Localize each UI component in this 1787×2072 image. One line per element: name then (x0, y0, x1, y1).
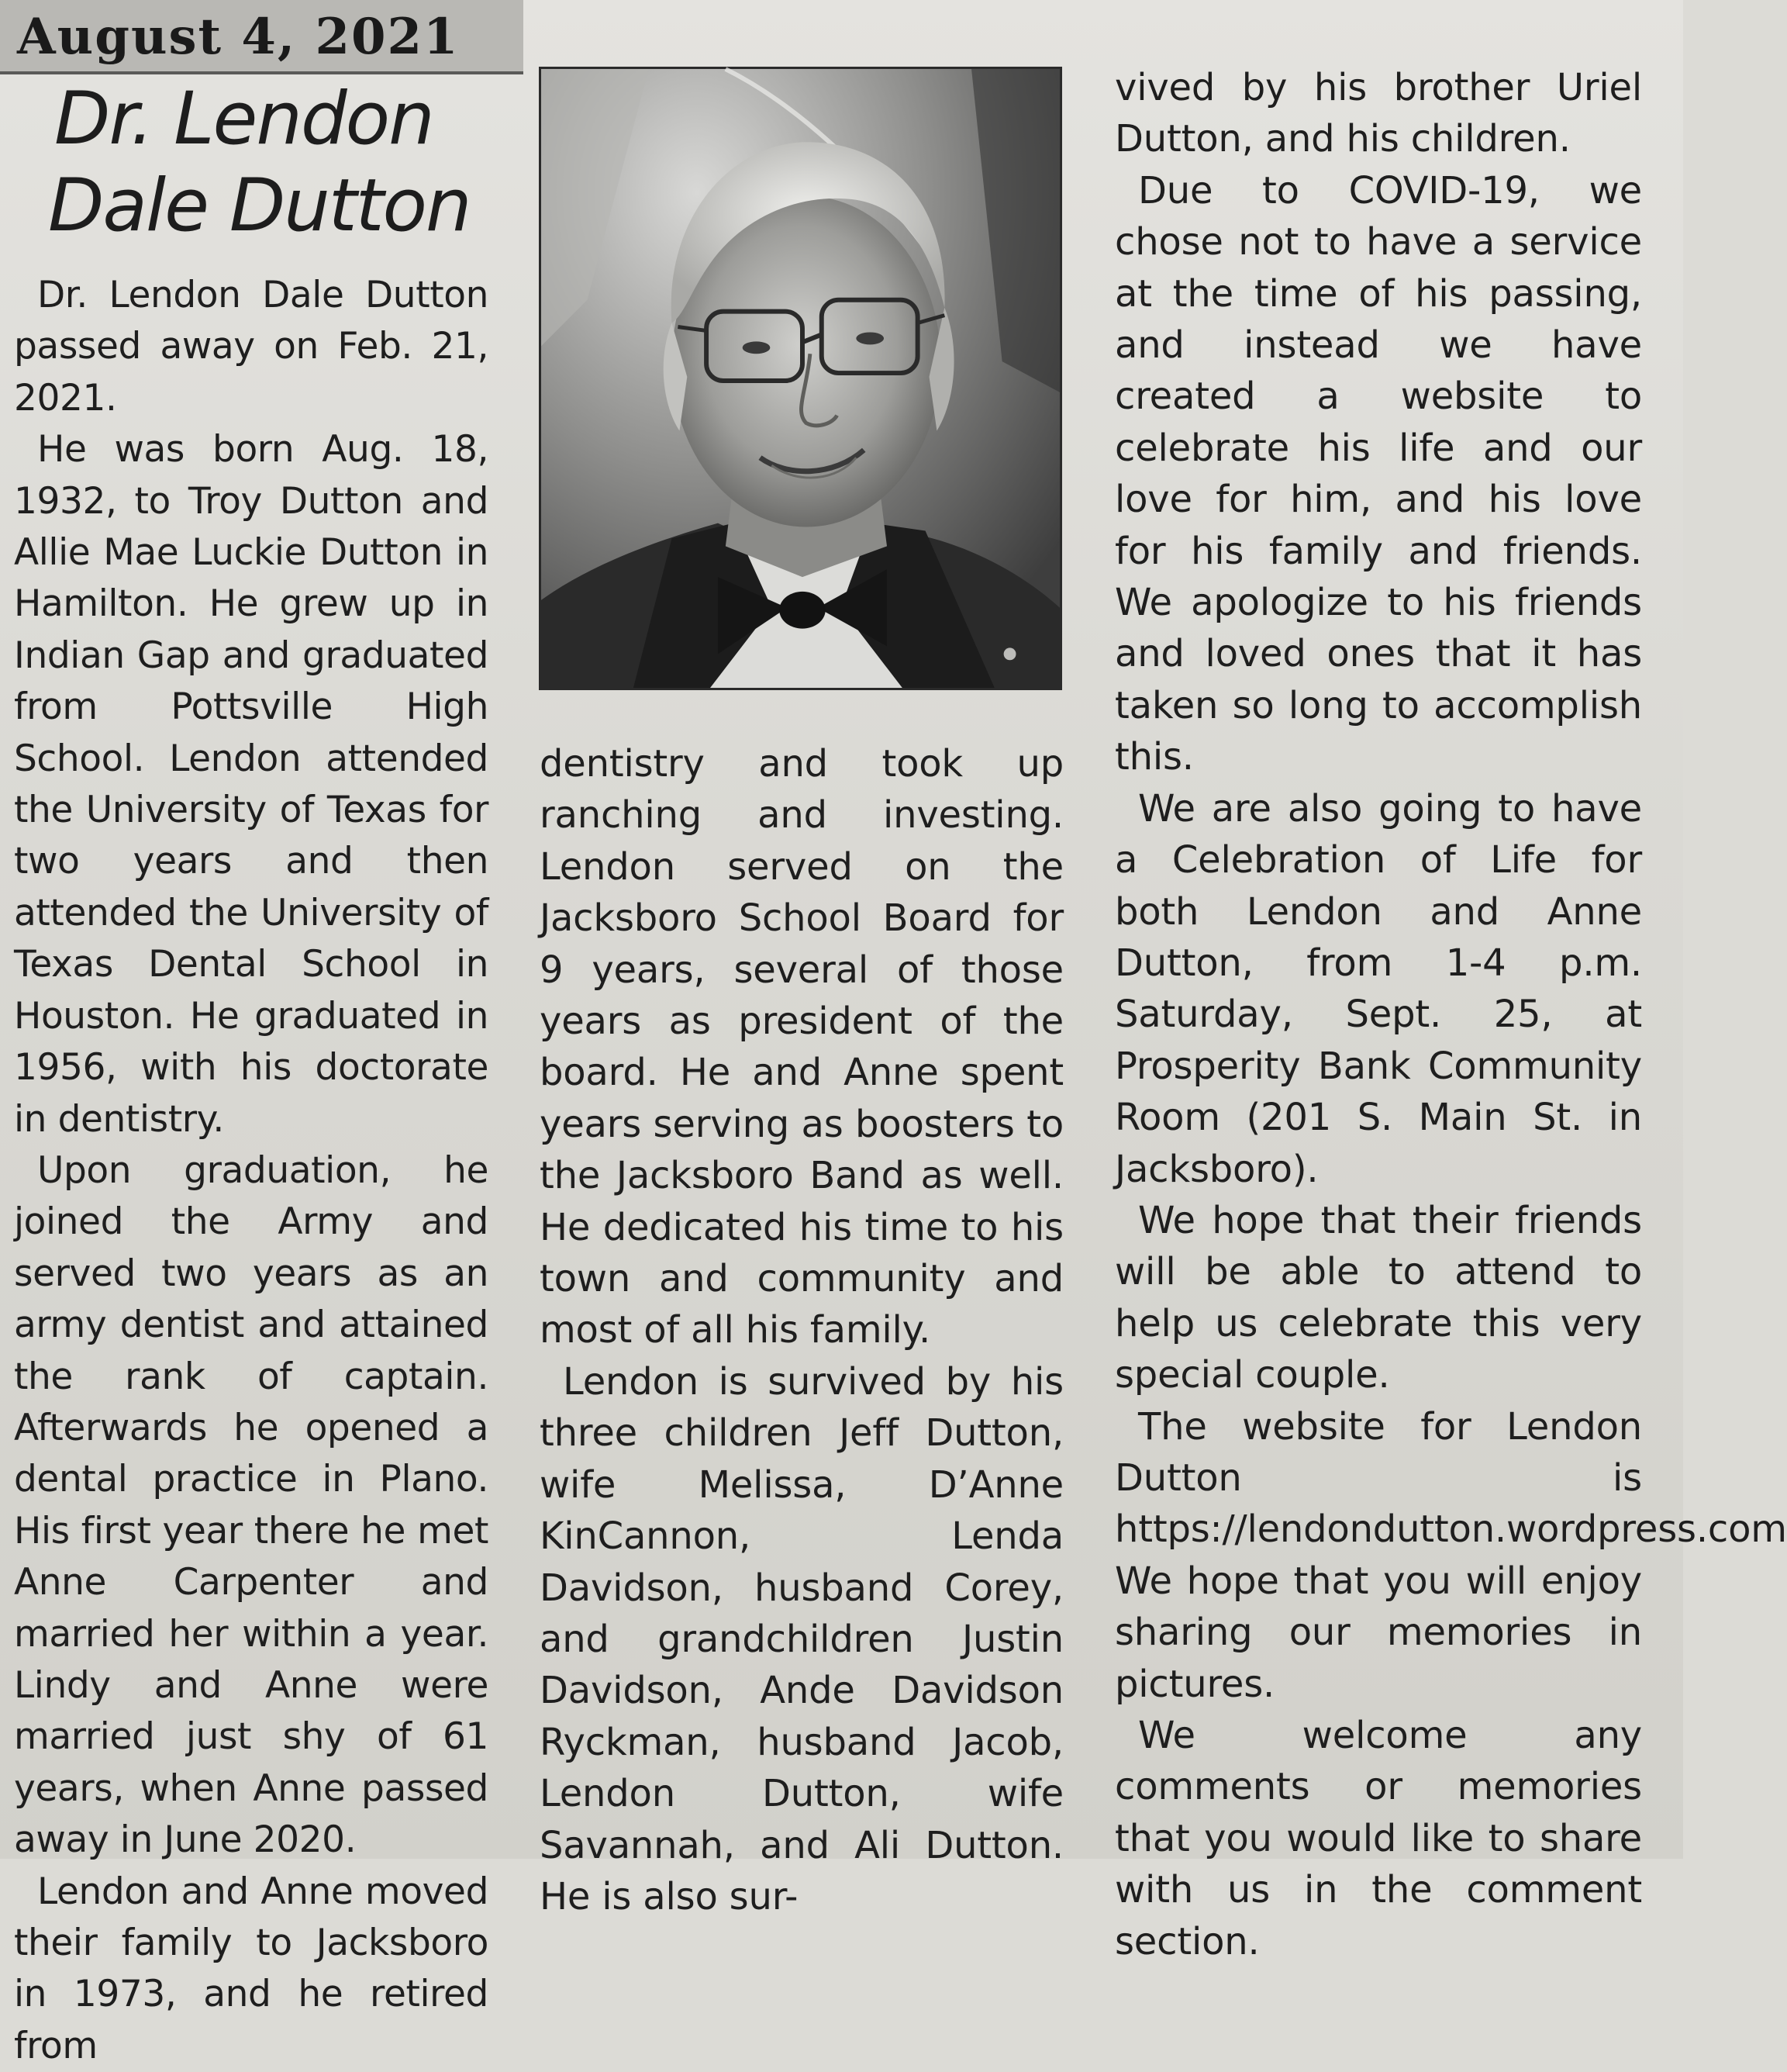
headline-line-2: Dale Dutton (48, 164, 471, 248)
portrait-photo (539, 67, 1062, 690)
obituary-headline (48, 76, 488, 250)
paragraph: We hope that their friends will be able to attend to help us celebrate this very special couple. (1115, 1198, 1642, 1397)
publication-date: August 4, 2021 (17, 8, 460, 66)
paragraph: dentistry and took up ranching and investing. Lendon served on the Jacksboro School Board for 9 years, several of those years as president of the board. He and Anne spent years serving as boosters to the Jacksboro Band as well. He dedicated his time to his town and community and most of all his family. (540, 742, 1064, 1352)
paragraph: vived by his brother Uriel Dutton, and his children. (1115, 66, 1642, 161)
headline-line-1: Dr. Lendon (54, 77, 433, 161)
paragraph: We welcome any comments or memories that you would like to share with us in the comment section. (1115, 1714, 1642, 1963)
paragraph: The website for Lendon Dutton is https://lendondutton.wordpress.com We hope that you will enjoy sharing our memories in pictures. (1115, 1404, 1787, 1706)
dateline-banner (0, 0, 523, 74)
paragraph: Lendon and Anne moved their family to Jacksboro in 1973, and he retired from (14, 1870, 488, 2067)
column-1 (14, 270, 488, 2072)
paragraph: Upon graduation, he joined the Army and served two years as an army dentist and attained the rank of captain. Afterwards he opened a dental practice in Plano. His first year there he met Anne Carpenter and married her within a year. Lindy and Anne were married just shy of 61 years, when Anne passed away in June 2020. (14, 1148, 488, 1862)
paragraph: We are also going to have a Celebration of Life for both Lendon and Anne Dutton, from 1-4 p.m. Saturday, Sept. 25, at Prosperity Bank Community Room (201 S. Main St. in Jacksboro). (1115, 786, 1642, 1191)
paragraph: Due to COVID-19, we chose not to have a service at the time of his passing, and instead we have created a website to celebrate his life and our love for him, and his love for his family and friends. We apologize to his friends and loved ones that it has taken so long to accomplish this. (1115, 168, 1642, 779)
column-3 (1115, 62, 1787, 1967)
paragraph: Dr. Lendon Dale Dutton passed away on Feb. 21, 2021. (14, 274, 488, 420)
portrait-photo-icon (541, 69, 1060, 688)
paragraph: He was born Aug. 18, 1932, to Troy Dutton and Allie Mae Luckie Dutton in Hamilton. He grew up in Indian Gap and graduated from Pottsville High School. Lendon attended the University of Texas for two years and then attended the University of Texas Dental School in Houston. He graduated in 1956, with his doctorate in dentistry. (14, 428, 488, 1141)
column-2 (540, 738, 1064, 1922)
paragraph: Lendon is survived by his three children Jeff Dutton, wife Melissa, D’Anne KinCannon, Lenda Davidson, husband Corey, and grandchildren Justin Davidson, Ande Davidson Ryckman, husband Jacob, Lendon Dutton, wife Savannah, and Ali Dutton. He is also sur- (540, 1359, 1064, 1918)
